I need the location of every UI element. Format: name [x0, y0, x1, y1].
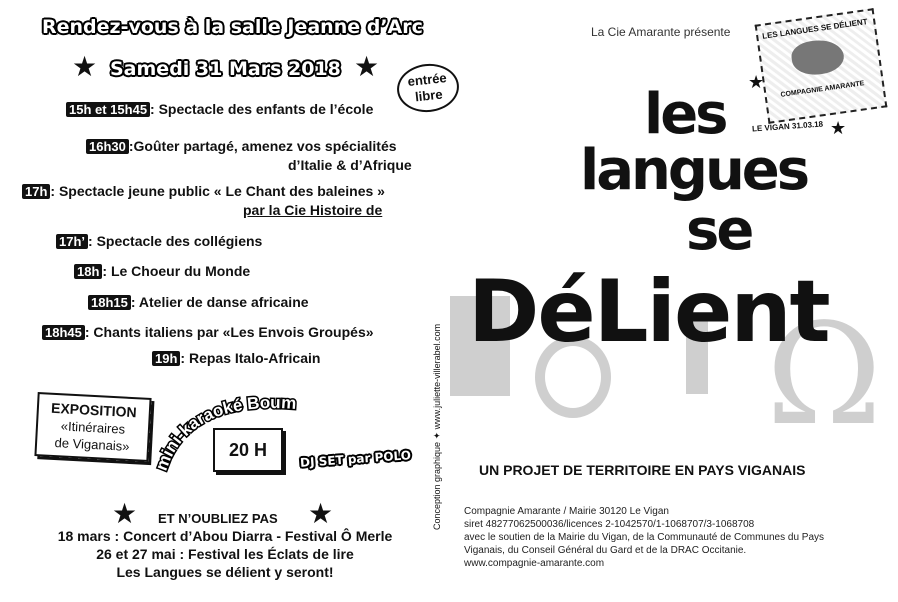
program-text-cont: d’Italie & d’Afrique: [288, 157, 412, 173]
noubliez-heading: ET N’OUBLIEZ PAS: [158, 511, 278, 526]
stamp-date: LE VIGAN 31.03.18: [751, 119, 824, 134]
time-badge: 18h45: [42, 325, 85, 340]
program-item: [42, 324, 374, 340]
star-icon: ★: [830, 118, 847, 138]
upcoming-item: 26 et 27 mai : Festival les Éclats de lire: [96, 546, 354, 562]
dj-set-label: DJ SET par POLO: [299, 448, 412, 470]
stamp-bottom: COMPAGNIE AMARANTE: [780, 80, 865, 99]
project-subtitle: UN PROJET DE TERRITOIRE EN PAYS VIGANAIS: [479, 462, 806, 478]
time-badge: 17h: [22, 184, 50, 199]
program-text: : Spectacle des enfants de l’école: [150, 101, 374, 117]
time-badge: 16h30: [86, 139, 129, 154]
entree-label: entrée: [406, 70, 448, 90]
program-item: [86, 138, 397, 154]
exposition-line: de Viganais»: [54, 435, 130, 454]
upcoming-item: 18 mars : Concert d’Abou Diarra - Festival Ô Merle: [57, 528, 393, 544]
program-text: : Spectacle jeune public « Le Chant des baleines »: [50, 183, 385, 199]
program-text: : Atelier de danse africaine: [130, 294, 309, 310]
title-word: langues: [580, 138, 808, 203]
star-icon: ★: [72, 51, 98, 82]
stamp-top: LES LANGUES SE DÉLIENT: [761, 17, 869, 41]
delient-title: DéLient: [468, 262, 829, 362]
title-word: les: [644, 82, 726, 147]
time-badge: 17h’: [56, 234, 88, 249]
exposition-line: «Itinéraires: [60, 418, 126, 437]
star-icon: ★: [112, 498, 138, 529]
program-item: [22, 183, 385, 199]
date-heading: Samedi 31 Mars 2018: [110, 58, 341, 80]
time-badge: 15h et 15h45: [66, 102, 150, 117]
info-line: siret 48277062500036/licences 2-1042570/1-1068707/3-1068708: [464, 519, 755, 530]
program-text: : Le Choeur du Monde: [102, 263, 251, 279]
libre-label: libre: [414, 86, 444, 105]
exposition-title: EXPOSITION: [50, 399, 138, 421]
upcoming-item: Les Langues se délient y seront!: [116, 564, 334, 580]
star-icon: ★: [354, 51, 380, 82]
program-item: [74, 263, 250, 279]
website-link[interactable]: www.compagnie-amarante.com: [464, 558, 605, 569]
star-icon: ★: [748, 72, 765, 92]
program-text: : Spectacle des collégiens: [88, 233, 263, 249]
time-badge: 18h15: [88, 295, 131, 310]
time-badge: 19h: [152, 351, 180, 366]
decorative-letters: Ω: [450, 296, 860, 446]
program-item: [152, 350, 320, 366]
program-item: [88, 294, 309, 310]
venue-heading: Rendez-vous à la salle Jeanne d’Arc: [42, 16, 423, 38]
time-badge: 18h: [74, 264, 102, 279]
info-line: Viganais, du Conseil Général du Gard et de la DRAC Occitanie.: [464, 545, 747, 556]
info-line: avec le soutien de la Mairie du Vigan, de la Communauté de Communes du Pays: [464, 532, 825, 543]
entree-libre-badge: [395, 61, 462, 115]
program-text-cont: par la Cie Histoire de: [243, 202, 383, 218]
karaoke-time-box: 20 H: [213, 428, 283, 472]
karaoke-label: mini-karaoké Boum: [151, 392, 297, 474]
title-word: se: [686, 198, 752, 263]
presents-line: La Cie Amarante présente: [591, 25, 731, 39]
upcoming-list: [30, 527, 420, 581]
program-text: :Goûter partagé, amenez vos spécialités: [128, 138, 397, 154]
star-icon: ★: [308, 498, 334, 529]
company-info: [464, 505, 824, 570]
program-item: [56, 233, 262, 249]
stamp: [755, 8, 888, 124]
program-text: : Repas Italo-Africain: [180, 350, 321, 366]
info-line: Compagnie Amarante / Mairie 30120 Le Vigan: [464, 506, 669, 517]
program-item: [66, 101, 373, 117]
program-text: : Chants italiens par «Les Envois Groupés»: [84, 324, 374, 340]
stamp-map-icon: [790, 37, 846, 78]
design-credit: Conception graphique ✦ www.juliette-villerabel.com: [432, 323, 442, 530]
exposition-box: [34, 392, 151, 462]
